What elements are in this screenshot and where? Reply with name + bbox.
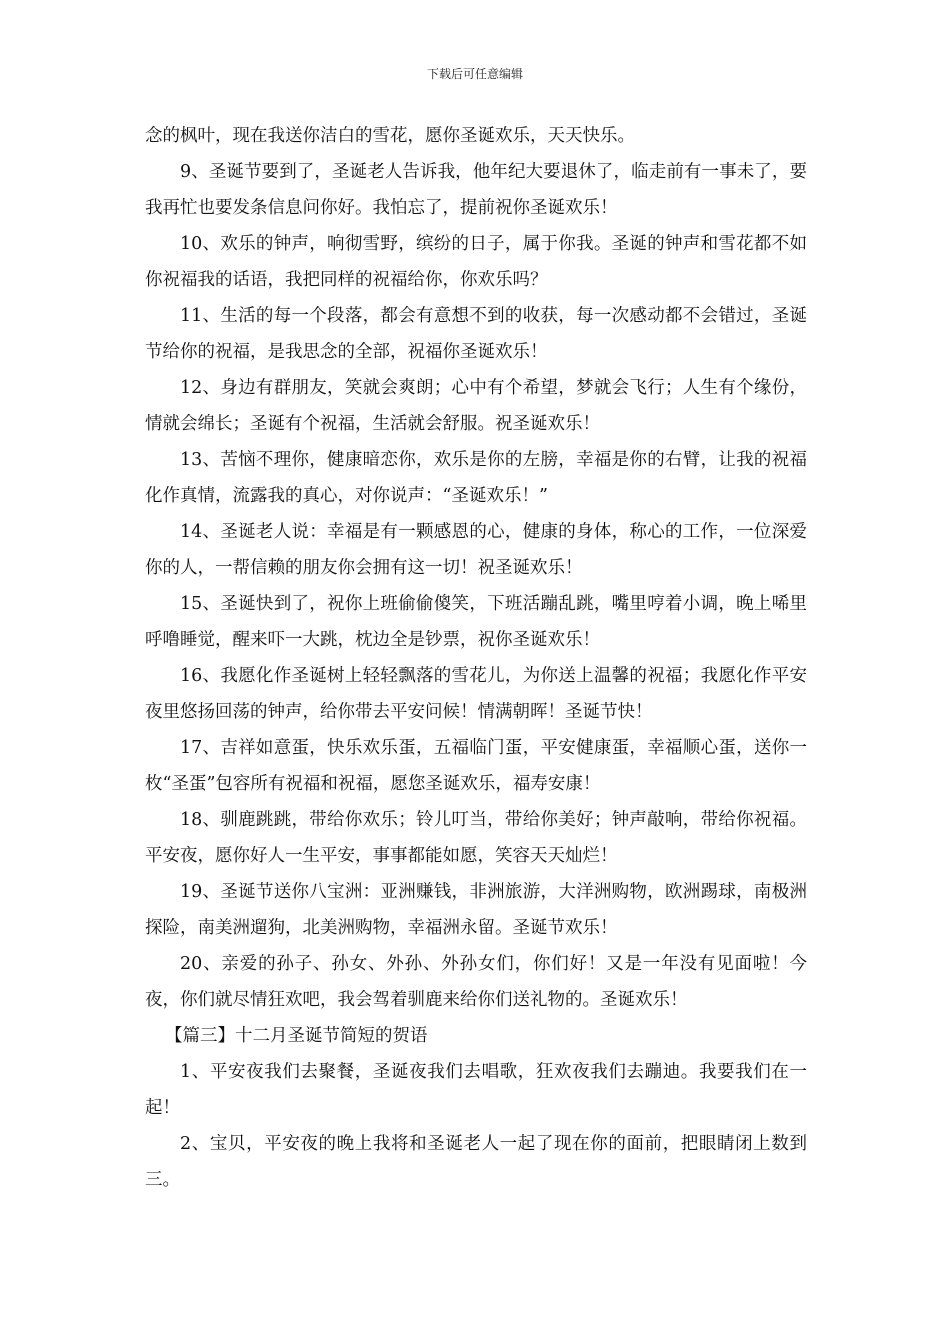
section-heading: 【篇三】十二月圣诞节简短的贺语 [165,1026,428,1046]
greeting-18: 18、驯鹿跳跳，带给你欢乐；铃儿叮当，带给你美好；钟声敲响，带给你祝福。平安夜，愿你好人一生平安，事事都能如愿，笑容天天灿烂！ [145,810,807,866]
greeting-12: 12、身边有群朋友，笑就会爽朗；心中有个希望，梦就会飞行；人生有个缘份，情就会绵长；圣诞有个祝福，生活就会舒服。祝圣诞欢乐！ [145,378,807,434]
paragraph-continuation: 念的枫叶，现在我送你洁白的雪花，愿你圣诞欢乐，天天快乐。 [145,126,635,146]
greeting-15: 15、圣诞快到了，祝你上班偷偷傻笑，下班活蹦乱跳，嘴里哼着小调，晚上唏里呼噜睡觉，醒来吓一大跳，枕边全是钞票，祝你圣诞欢乐！ [145,594,807,650]
greeting-13: 13、苦恼不理你，健康暗恋你，欢乐是你的左膀，幸福是你的右臂，让我的祝福化作真情，流露我的真心，对你说声：“圣诞欢乐！” [145,450,807,506]
section3-greeting-2: 2、宝贝，平安夜的晚上我将和圣诞老人一起了现在你的面前，把眼睛闭上数到三。 [145,1134,807,1190]
greeting-14: 14、圣诞老人说：幸福是有一颗感恩的心，健康的身体，称心的工作，一位深爱你的人，一帮信赖的朋友你会拥有这一切！祝圣诞欢乐！ [145,522,807,578]
document-body [145,118,807,1198]
section3-greeting-1: 1、平安夜我们去聚餐，圣诞夜我们去唱歌，狂欢夜我们去蹦迪。我要我们在一起！ [145,1062,807,1118]
greeting-16: 16、我愿化作圣诞树上轻轻飘落的雪花儿，为你送上温馨的祝福；我愿化作平安夜里悠扬回荡的钟声，给你带去平安问候！情满朝晖！圣诞节快！ [145,666,807,722]
greeting-17: 17、吉祥如意蛋，快乐欢乐蛋，五福临门蛋，平安健康蛋，幸福顺心蛋，送你一枚“圣蛋”包容所有祝福和祝福，愿您圣诞欢乐，福寿安康！ [145,738,807,794]
greeting-19: 19、圣诞节送你八宝洲：亚洲赚钱，非洲旅游，大洋洲购物，欧洲踢球，南极洲探险，南美洲遛狗，北美洲购物，幸福洲永留。圣诞节欢乐！ [145,882,807,938]
greeting-11: 11、生活的每一个段落，都会有意想不到的收获，每一次感动都不会错过，圣诞节给你的祝福，是我思念的全部，祝福你圣诞欢乐！ [145,306,807,362]
page-header: 下载后可任意编辑 [426,67,523,81]
greeting-10: 10、欢乐的钟声，响彻雪野，缤纷的日子，属于你我。圣诞的钟声和雪花都不如你祝福我的话语，我把同样的祝福给你，你欢乐吗？ [145,234,807,290]
greeting-20: 20、亲爱的孙子、孙女、外孙、外孙女们，你们好！又是一年没有见面啦！今夜，你们就尽情狂欢吧，我会驾着驯鹿来给你们送礼物的。圣诞欢乐！ [145,954,807,1010]
greeting-9: 9、圣诞节要到了，圣诞老人告诉我，他年纪大要退休了，临走前有一事未了，要我再忙也要发条信息问你好。我怕忘了，提前祝你圣诞欢乐！ [145,162,807,218]
